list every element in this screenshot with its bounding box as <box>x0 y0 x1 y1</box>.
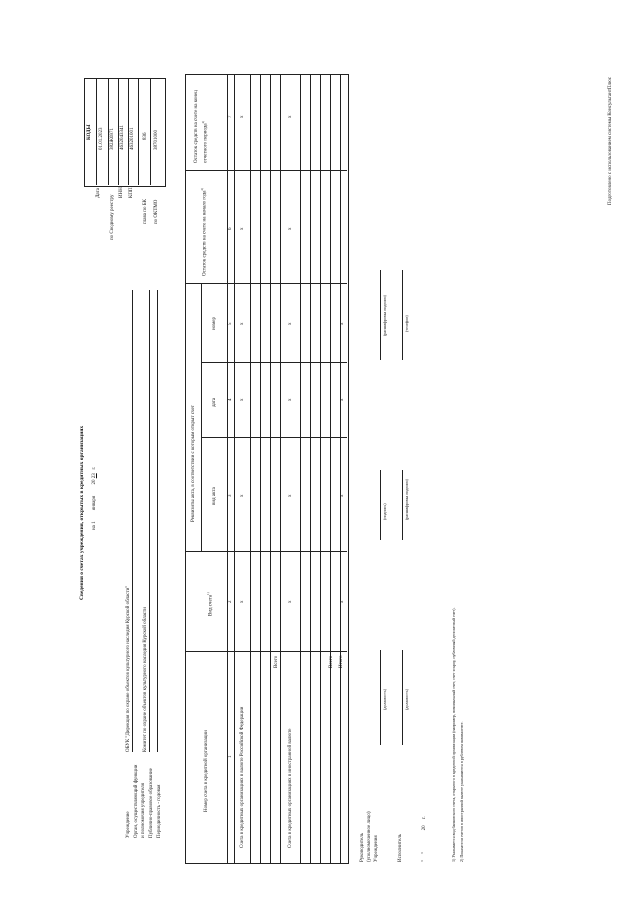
codes-row-sep-1 <box>108 78 109 185</box>
col-num-5: 5 <box>228 322 233 325</box>
codes-header-sep <box>96 78 97 185</box>
table-header-bottom <box>227 74 228 864</box>
footnote-mark-1: 1) <box>206 592 210 595</box>
sig-date-prefix-close: " <box>422 851 427 854</box>
total-fx-label: Всего <box>329 655 334 668</box>
value-institution: ОБУК "Дирекция по охране объектов культурного наследия Курской области" <box>126 585 131 752</box>
x-fx-end: x <box>288 115 293 118</box>
date-suffix: г. <box>92 466 97 470</box>
sig-date <box>422 816 427 862</box>
codes-label-kpp: КПП <box>129 187 134 198</box>
sig-head-position-line <box>380 650 381 745</box>
row-sep-7 <box>320 74 321 864</box>
sig-exec-position-caption: (должность) <box>404 689 409 710</box>
x-fx-act-date: x <box>288 398 293 401</box>
sig-head-signature-line <box>380 470 381 540</box>
row-sep-2 <box>260 74 261 864</box>
codes-row-sep-3 <box>128 78 129 185</box>
th-account-number: Номер счета в кредитной организации <box>204 730 209 812</box>
sig-exec-phone-caption: (телефон) <box>404 315 409 332</box>
x-fx-start: x <box>288 227 293 230</box>
col-sep-3 <box>201 437 347 438</box>
col-sep-6 <box>185 170 347 171</box>
date-line <box>92 467 97 530</box>
col-sep-1 <box>185 651 347 652</box>
th-act-number: номер <box>212 317 217 330</box>
sig-head-2: (уполномоченное лицо) <box>367 811 372 862</box>
col-sep-2 <box>185 551 347 552</box>
codes-value-inn: 4632043341 <box>120 125 125 150</box>
sig-exec-name-line <box>402 470 403 540</box>
codes-value-kpp: 463201001 <box>130 127 135 150</box>
codes-header: КОДЫ <box>87 124 92 140</box>
section-ru-label: Счета в кредитных организациях в валюте Российской Федерации <box>240 706 245 848</box>
date-prefix: на 1 <box>92 521 97 530</box>
date-year: 23 <box>92 473 97 479</box>
footnote-mark-2: 2) <box>200 188 204 191</box>
col-num-6: 6 <box>228 227 233 230</box>
label-municipality: Публично-правовое образование <box>149 768 154 838</box>
footnote-1: 1) Указывается вид банковского счета, открытого в кредитной организации (например, номинальный счет, счет эскроу, публичный депозитный счет). <box>451 607 456 862</box>
sig-executor: Исполнитель <box>398 834 403 862</box>
sig-exec-name-caption: (расшифровка подписи) <box>404 479 409 520</box>
col-sep-5 <box>185 283 347 284</box>
sig-head-1: Руководитель <box>360 832 365 862</box>
x-total-type: x <box>340 600 345 603</box>
x-ru-act-type: x <box>240 494 245 497</box>
label-institution: Учреждение <box>126 811 131 838</box>
codes-value-registry: 382Ж6971 <box>110 128 115 150</box>
total-ru-label: Всего <box>274 655 279 668</box>
date-month: января <box>92 495 97 511</box>
codes-label-registry: по Сводному реестру <box>110 194 115 240</box>
x-ru-type: x <box>240 600 245 603</box>
col-num-1: 1 <box>228 755 233 758</box>
section-foreign-label: Счета в кредитных организациях в иностранной валюте <box>288 728 293 848</box>
sig-date-prefix: " <box>422 859 427 862</box>
x-ru-act-number: x <box>240 322 245 325</box>
underline-municipality <box>157 290 158 752</box>
label-authority-2: и полномочия учредителя <box>141 783 146 838</box>
row-sep-5 <box>300 74 301 864</box>
document-title: Сведения о счетах учреждения, открытых в кредитных организациях <box>79 425 85 600</box>
x-fx-act-number: x <box>288 322 293 325</box>
row-sep-8 <box>330 74 331 864</box>
sig-head-name-caption: (расшифровка подписи) <box>382 295 387 336</box>
x-fx-act-type: x <box>288 494 293 497</box>
watermark: Подготовлено с использованием системы КонсультантПлюс <box>608 76 613 205</box>
col-num-2: 2 <box>228 600 233 603</box>
col-num-4: 4 <box>228 398 233 401</box>
label-periodicity: Периодичность - годовая <box>157 784 162 838</box>
sig-head-name-line <box>380 270 381 360</box>
table-colnum-bottom <box>234 74 235 864</box>
sig-head-signature-caption: (подпись) <box>382 503 387 520</box>
codes-label-inn: ИНН <box>119 187 124 198</box>
codes-label-oktmo: по ОКТМО <box>154 199 159 224</box>
footnote-mark-3: 2) <box>201 120 205 124</box>
codes-row-sep-2 <box>118 78 119 185</box>
codes-row-sep-4 <box>138 78 139 185</box>
col-num-7: 7 <box>228 115 233 118</box>
th-act-date: дата <box>212 397 217 407</box>
sig-date-year-prefix: 20 <box>422 825 427 831</box>
x-ru-end: x <box>240 115 245 118</box>
label-authority-1: Орган, осуществляющий функции <box>134 764 139 838</box>
sig-date-suffix: г. <box>422 816 427 820</box>
col-sep-4 <box>201 362 347 363</box>
row-sep-4 <box>280 74 281 864</box>
th-act-type: вид акта <box>212 487 217 505</box>
codes-row-sep-5 <box>150 78 151 185</box>
codes-value-date: 01.01.2023 <box>99 127 104 150</box>
grand-total-label: Итого <box>339 655 344 668</box>
row-sep-3 <box>270 74 271 864</box>
underline-institution <box>132 290 133 752</box>
value-authority: Комитет по охране объектов культурного наследия Курской области <box>143 607 148 752</box>
row-sep-1 <box>250 74 251 864</box>
col-num-3: 3 <box>228 494 233 497</box>
codes-label-date: Дата <box>96 188 101 198</box>
sig-head-3: Учреждения <box>374 835 379 862</box>
codes-label-bk: глава по БК <box>143 199 148 224</box>
act-group-sep <box>201 283 202 551</box>
th-balance-end: Остаток средств на счете на конец отчетного периода$^{2)}$ <box>194 90 209 163</box>
x-ru-start: x <box>240 227 245 230</box>
sig-exec-position-line <box>402 650 403 745</box>
x-total-act-number: x <box>340 322 345 325</box>
sig-head-position-caption: (должность) <box>382 689 387 710</box>
x-total-act-type: x <box>340 494 345 497</box>
footnote-2: 2) Показатели счетов в иностранной валюте указываются в рублевом эквиваленте. <box>459 721 464 862</box>
codes-value-bk: 836 <box>143 132 148 140</box>
codes-value-oktmo: 38701000 <box>154 130 159 150</box>
th-account-type: Вид счета$^{1)}$ <box>206 592 214 616</box>
sig-exec-phone-line <box>402 270 403 360</box>
row-sep-9 <box>340 74 341 864</box>
x-total-act-date: x <box>340 398 345 401</box>
th-balance-start: Остаток средств на счете на начало года$^{2)}$ <box>200 188 208 276</box>
underline-authority <box>149 290 150 752</box>
x-fx-type: x <box>288 600 293 603</box>
row-sep-6 <box>310 74 311 864</box>
x-ru-act-date: x <box>240 398 245 401</box>
th-act-group: Реквизиты акта, в соответствии с которым открыт счет <box>191 405 196 522</box>
date-year-prefix: 20 <box>92 479 97 485</box>
